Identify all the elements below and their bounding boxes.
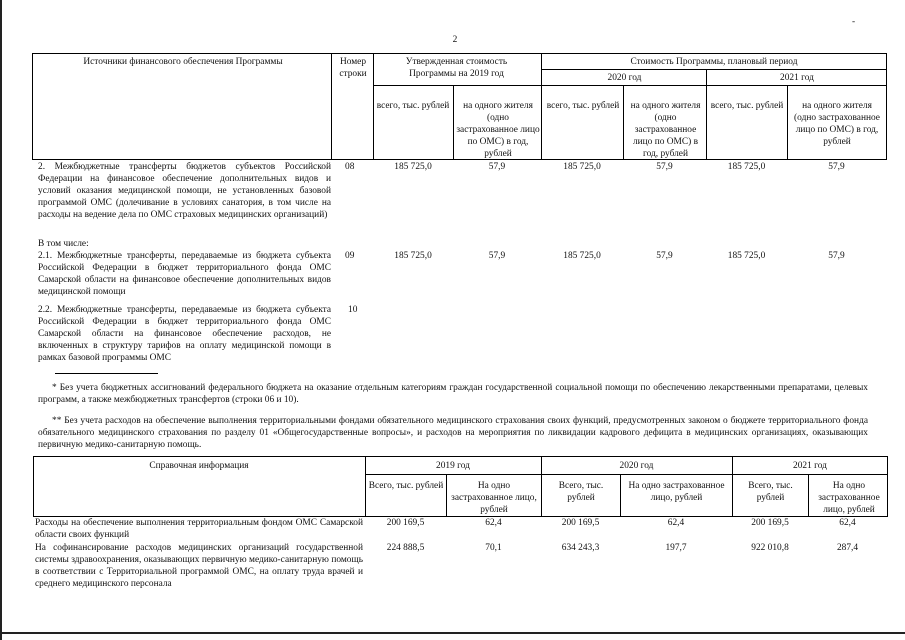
row-per-person-2021: 57,9 xyxy=(828,162,845,172)
row-name: 2. Межбюджетные трансферты бюджетов субъектов Российской Федерации на финансовое обеспечение дополнительных видов и условий оказания медицинской помощи, не установленных базовой программой ОМС (долечивание в условиях санатория, в том числе на расходы на ведение дела по ОМС страховых медицинских организаций) xyxy=(38,162,331,220)
row-value-2021: 185 725,0 xyxy=(727,251,766,261)
row-value-2021: 200 169,5 xyxy=(751,518,789,528)
row-number: 09 xyxy=(345,251,355,261)
header-year-2019: 2019 год xyxy=(436,461,470,471)
row-per-person-2020: 57,9 xyxy=(656,251,673,261)
row-per-insured-2019: 70,1 xyxy=(485,543,502,553)
header-planned-cost: Стоимость Программы, плановый период xyxy=(630,57,798,67)
footnote-separator xyxy=(55,373,158,374)
header-per-insured-2021: На одно застрахованное лицо, рублей xyxy=(818,481,880,515)
header-total-2020: всего, тыс. рублей xyxy=(546,101,620,111)
header-per-insured-2020: На одно застрахованное лицо, рублей xyxy=(628,481,725,503)
row-per-person-2020: 57,9 xyxy=(656,162,673,172)
header-sources: Источники финансового обеспечения Программы xyxy=(83,57,283,67)
row-number: 08 xyxy=(345,162,355,172)
left-edge-line xyxy=(0,0,2,640)
row-per-insured-2021: 62,4 xyxy=(839,518,856,528)
row-per-person-2019: 57,9 xyxy=(488,162,506,172)
row-per-insured-2020: 197,7 xyxy=(665,543,687,553)
row-per-insured-2021: 287,4 xyxy=(836,543,859,553)
row-value-2020: 634 243,3 xyxy=(561,543,600,553)
corner-mark: - xyxy=(852,17,856,27)
header-approved-cost: Утвержденная стоимость Программы на 2019 год xyxy=(405,57,508,79)
header-year-2021: 2021 год xyxy=(780,73,814,83)
page-number: 2 xyxy=(452,35,458,45)
info-header: Справочная информация xyxy=(149,461,249,471)
header-total-2020: Всего, тыс. рублей xyxy=(558,481,604,503)
row-per-person-2019: 57,9 xyxy=(488,251,506,261)
header-total-2021: Всего, тыс. рублей xyxy=(748,481,793,503)
footnote-two: ** Без учета расходов на обеспечение выполнения территориальными фондами обязательного медицинского страхования своих функций, предусмотренных законом о бюджете территориального фонда обязательного медицинского страхования по разделу 01 «Общегосударственные вопросы», и расходов на мероприятия по ликвидации кадрового дефицита в медицинских организациях, оказывающих первичную медико-санитарную помощь. xyxy=(38,416,868,450)
header-per-person-2020: на одного жителя (одно застрахованное лицо по ОМС) в год, рублей xyxy=(630,101,701,159)
bottom-edge-line xyxy=(0,632,905,634)
row-value-2021: 922 010,8 xyxy=(751,543,789,553)
row-value-2020: 185 725,0 xyxy=(563,162,601,172)
row-value-2019: 185 725,0 xyxy=(394,162,432,172)
row-per-insured-2019: 62,4 xyxy=(485,518,502,528)
row-name: На софинансирование расходов медицинских организаций государственной системы здравоохранения, оказывающих первичную медико-санитарную помощь в соответствии с Территориальной программой ОМС, на оплату труда врачей и среднего медицинского персонала xyxy=(35,543,363,589)
footnote-one: * Без учета бюджетных ассигнований федерального бюджета на оказание отдельным категориям граждан государственной социальной помощи по обеспечению лекарственными препаратами, целевых программ, а также межбюджетных трансфертов (строки 06 и 10). xyxy=(38,383,868,405)
header-year-2020: 2020 год xyxy=(607,73,642,83)
row-value-2020: 185 725,0 xyxy=(563,251,601,261)
row-name: 2.2. Межбюджетные трансферты, передаваемые из бюджета субъекта Российской Федерации в бюджет территориального фонда ОМС Самарской области на финансовое обеспечение расходов, не включенных в структуру тарифов на оплату медицинской помощи в рамках базовой программы ОМС xyxy=(38,305,331,363)
row-prefix: В том числе: xyxy=(38,239,89,249)
row-value-2019: 224 888,5 xyxy=(386,543,425,553)
row-number: 10 xyxy=(348,305,358,315)
row-value-2019: 200 169,5 xyxy=(386,518,425,528)
row-name: Расходы на обеспечение выполнения территориальным фондом ОМС Самарской области своих функций xyxy=(35,518,363,540)
row-value-2019: 185 725,0 xyxy=(394,251,432,261)
header-per-person-2021: на одного жителя (одно застрахованное лицо по ОМС) в год, рублей xyxy=(794,101,880,147)
row-name: 2.1. Межбюджетные трансферты, передаваемые из бюджета субъекта Российской Федерации в бюджет территориального фонда ОМС Самарской области на финансовое обеспечение дополнительных видов медицинской помощи xyxy=(38,251,331,297)
header-total-2019: Всего, тыс. рублей xyxy=(368,481,444,491)
row-value-2021: 185 725,0 xyxy=(727,162,766,172)
header-year-2020: 2020 год xyxy=(619,461,654,471)
header-total-2021: всего, тыс. рублей xyxy=(710,101,784,111)
header-per-insured-2019: На одно застрахованное лицо, рублей xyxy=(451,481,537,515)
header-year-2021: 2021 год xyxy=(793,461,827,471)
row-value-2020: 200 169,5 xyxy=(561,518,600,528)
row-per-person-2021: 57,9 xyxy=(828,251,845,261)
header-total-2019: всего, тыс. рублей xyxy=(376,101,450,111)
row-per-insured-2020: 62,4 xyxy=(667,518,685,528)
header-per-person-2019: на одного жителя (одно застрахованное лицо по ОМС) в год, рублей xyxy=(456,101,540,159)
header-row-number: Номер строки xyxy=(339,57,367,79)
